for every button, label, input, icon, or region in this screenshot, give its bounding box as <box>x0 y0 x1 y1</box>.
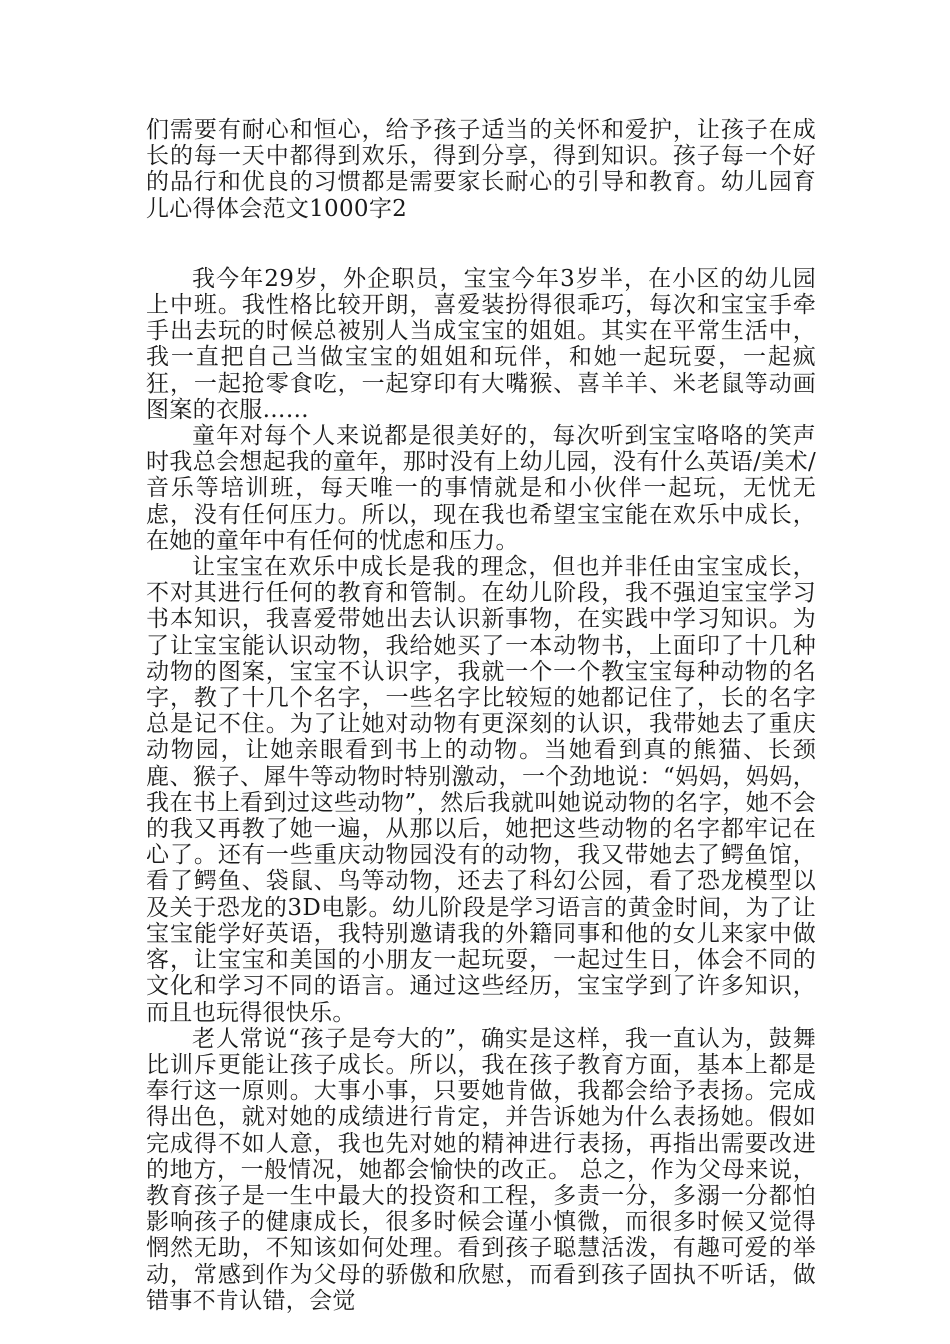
paragraph-intro-continuation: 们需要有耐心和恒心，给予孩子适当的关怀和爱护，让孩子在成长的每一天中都得到欢乐，得到分享，得到知识。孩子每一个好的品行和优良的习惯都是需要家长耐心的引导和教育。幼儿园育儿心得体会范文1000字2 <box>146 117 816 222</box>
paragraph-philosophy: 让宝宝在欢乐中成长是我的理念，但也并非任由宝宝成长，不对其进行任何的教育和管制。在幼儿阶段，我不强迫宝宝学习书本知识，我喜爱带她出去认识新事物，在实践中学习知识。为了让宝宝能认识动物，我给她买了一本动物书，上面印了十几种动物的图案，宝宝不认识字，我就一个一个教宝宝每种动物的名字，教了十几个名字，一些名字比较短的她都记住了，长的名字总是记不住。为了让她对动物有更深刻的认识，我带她去了重庆动物园，让她亲眼看到书上的动物。当她看到真的熊猫、长颈鹿、猴子、犀牛等动物时特别激动，一个劲地说：“妈妈，妈妈，我在书上看到过这些动物”，然后我就叫她说动物的名字，她不会的我又再教了她一遍，从那以后，她把这些动物的名字都牢记在心了。还有一些重庆动物园没有的动物，我又带她去了鳄鱼馆，看了鳄鱼、袋鼠、鸟等动物，还去了科幻公园，看了恐龙模型以及关于恐龙的3D电影。幼儿阶段是学习语言的黄金时间，为了让宝宝能学好英语，我特别邀请我的外籍同事和他的女儿来家中做客，让宝宝和美国的小朋友一起玩耍，一起过生日，体会不同的文化和学习不同的语言。通过这些经历，宝宝学到了许多知识，而且也玩得很快乐。 <box>146 554 816 1026</box>
document-page <box>146 117 816 1314</box>
paragraph-childhood: 童年对每个人来说都是很美好的，每次听到宝宝咯咯的笑声时我总会想起我的童年，那时没有上幼儿园，没有什么英语/美术/音乐等培训班，每天唯一的事情就是和小伙伴一起玩，无忧无虑，没有任何压力。所以，现在我也希望宝宝能在欢乐中成长，在她的童年中有任何的忧虑和压力。 <box>146 423 816 554</box>
paragraph-self-intro: 我今年29岁，外企职员，宝宝今年3岁半，在小区的幼儿园上中班。我性格比较开朗，喜爱装扮得很乖巧，每次和宝宝手牵手出去玩的时候总被别人当成宝宝的姐姐。其实在平常生活中，我一直把自己当做宝宝的姐姐和玩伴，和她一起玩耍，一起疯狂，一起抢零食吃，一起穿印有大嘴猴、喜羊羊、米老鼠等动画图案的衣服…… <box>146 265 816 423</box>
section-gap <box>146 222 816 266</box>
paragraph-encouragement: 老人常说“孩子是夸大的”，确实是这样，我一直认为，鼓舞比训斥更能让孩子成长。所以，我在孩子教育方面，基本上都是奉行这一原则。大事小事，只要她肯做，我都会给予表扬。完成得出色，就对她的成绩进行肯定，并告诉她为什么表扬她。假如完成得不如人意，我也先对她的精神进行表扬，再指出需要改进的地方，一般情况，她都会愉快的改正。 总之，作为父母来说，教育孩子是一生中最大的投资和工程，多责一分，多溺一分都怕影响孩子的健康成长，很多时候会谨小慎微，而很多时候又觉得惘然无助，不知该如何处理。看到孩子聪慧活泼，有趣可爱的举动，常感到作为父母的骄傲和欣慰，而看到孩子固执不听话，做错事不肯认错，会觉 <box>146 1025 816 1314</box>
